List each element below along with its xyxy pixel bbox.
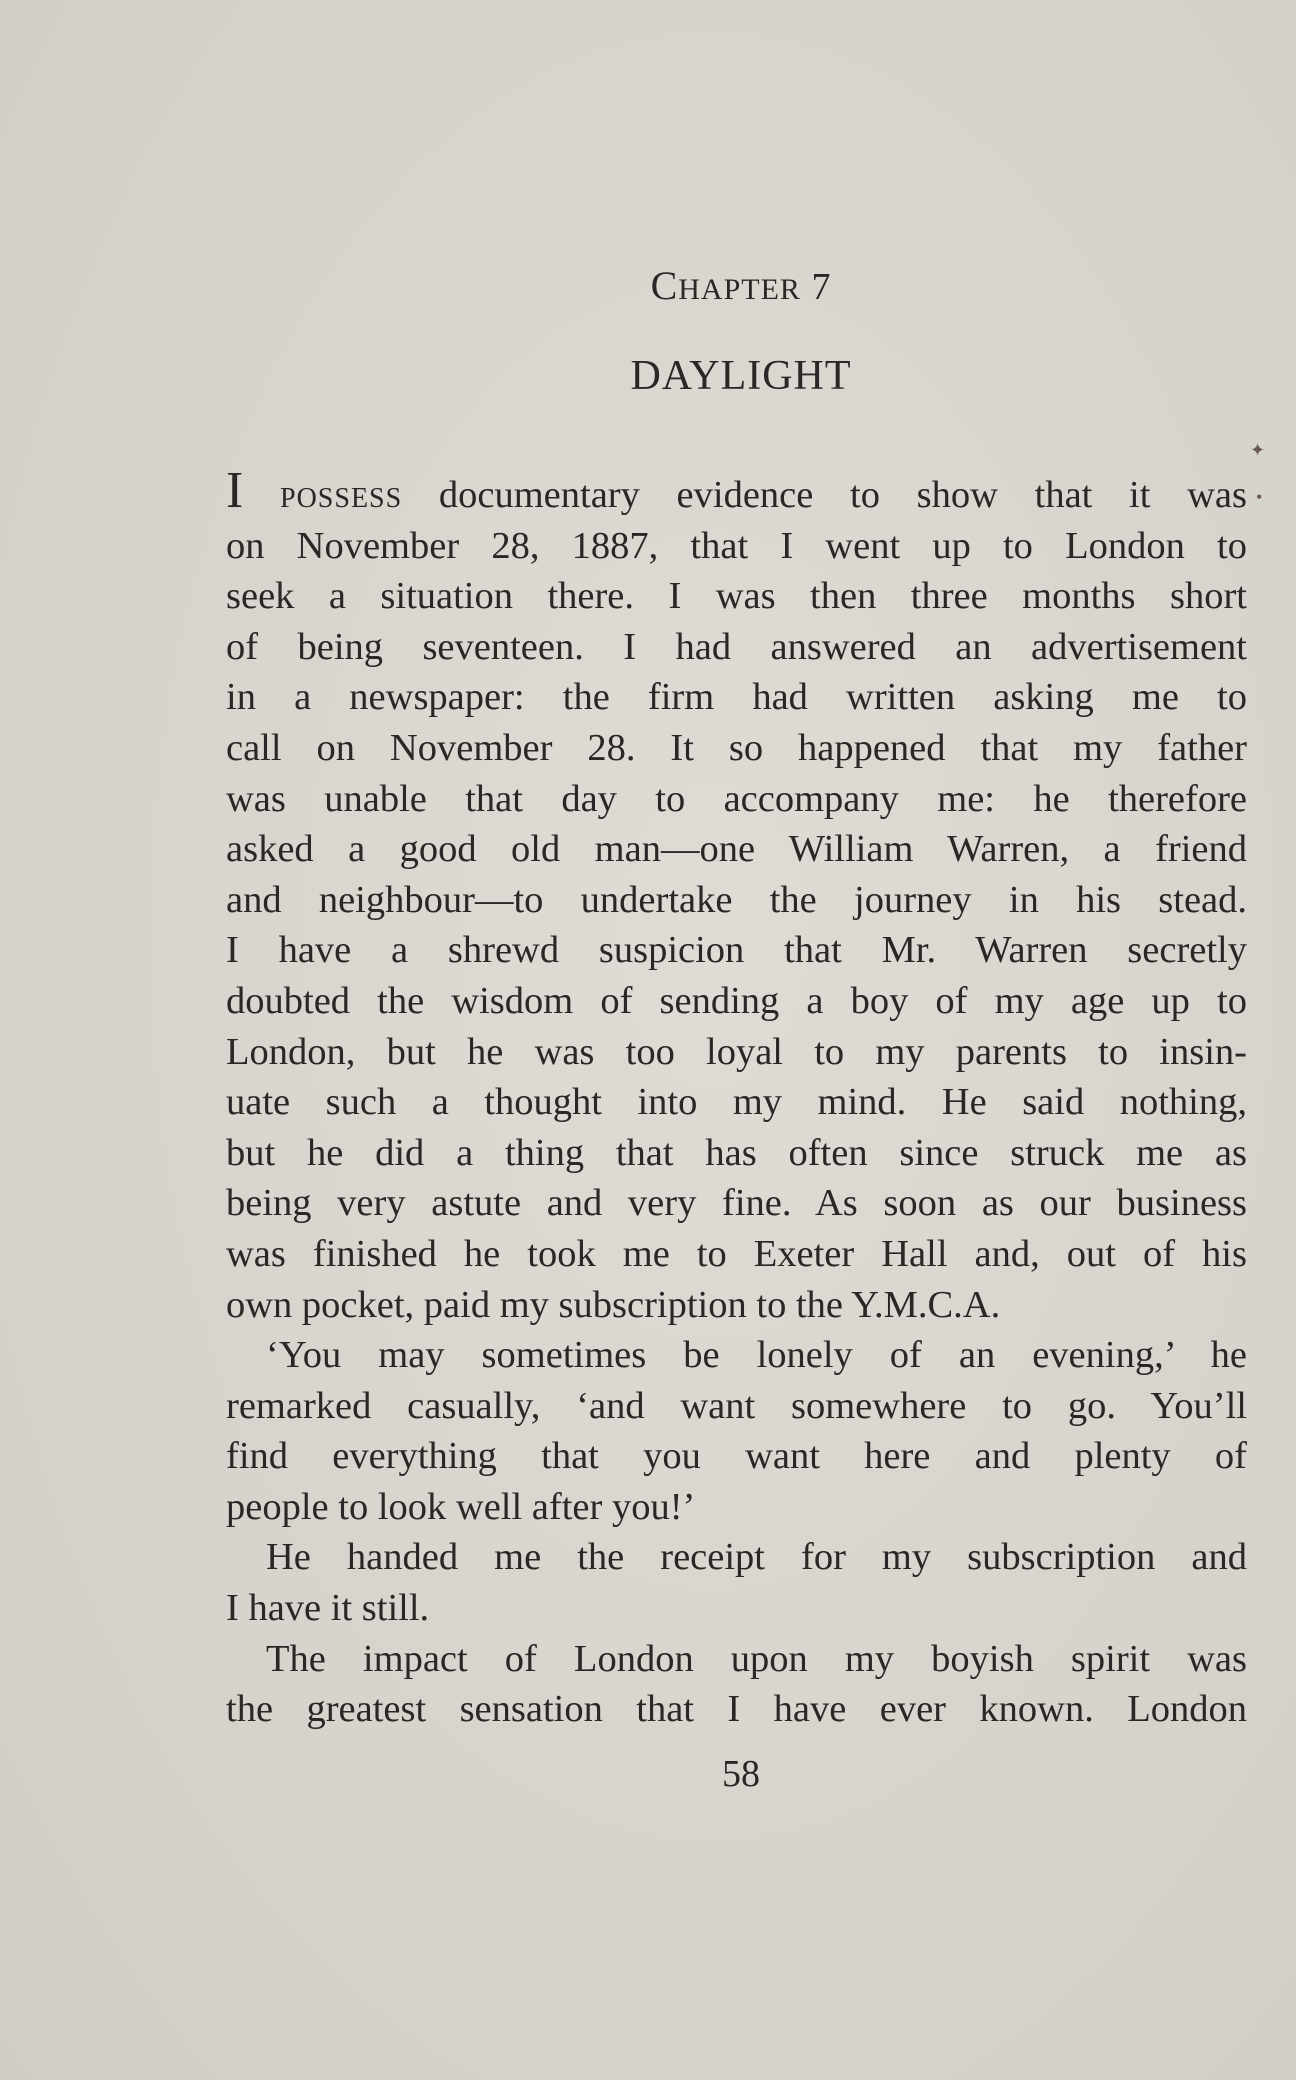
text-line: He handed me the receipt for my subscription and	[266, 1536, 1247, 1579]
text-line: but he did a thing that has often since struck me as	[226, 1131, 1247, 1174]
text-line: find everything that you want here and plenty of	[226, 1435, 1247, 1478]
ink-mark-decoration: ✦	[1250, 440, 1266, 460]
text-line: people to look well after you!’	[226, 1485, 696, 1528]
text-line: asked a good old man—one William Warren, a friend	[226, 828, 1247, 871]
text-line: I POSSESS documentary evidence to show that it was	[226, 462, 1247, 519]
text-line: was finished he took me to Exeter Hall and, out of his	[226, 1232, 1247, 1275]
text-line: uate such a thought into my mind. He said nothing,	[226, 1081, 1247, 1124]
chapter-title: DAYLIGHT	[630, 353, 852, 399]
text-line: doubted the wisdom of sending a boy of my age up to	[226, 979, 1247, 1022]
text-line: I have a shrewd suspicion that Mr. Warren secretly	[226, 929, 1247, 972]
small-caps-word: POSSESS	[280, 483, 403, 514]
text-line: in a newspaper: the firm had written asking me to	[226, 676, 1247, 719]
page-number: 58	[722, 1753, 760, 1795]
chapter-label	[0, 262, 1296, 309]
text-line: seek a situation there. I was then three months short	[226, 575, 1247, 618]
text-line: on November 28, 1887, that I went up to London to	[226, 524, 1247, 567]
text-line: own pocket, paid my subscription to the Y.M.C.A.	[226, 1283, 1001, 1326]
ink-mark-decoration: •	[1256, 487, 1263, 507]
text-line: was unable that day to accompany me: he therefore	[226, 777, 1247, 820]
text-line: the greatest sensation that I have ever known. London	[226, 1688, 1247, 1731]
text-line: call on November 28. It so happened that my father	[226, 726, 1247, 769]
text-line: remarked casually, ‘and want somewhere to go. You’ll	[226, 1384, 1247, 1427]
body-text	[226, 462, 1247, 1735]
text-line: of being seventeen. I had answered an advertisement	[226, 625, 1247, 668]
text-line: and neighbour—to undertake the journey in his stead.	[226, 878, 1247, 921]
text-line: The impact of London upon my boyish spirit was	[266, 1637, 1247, 1680]
text-line: London, but he was too loyal to my parents to insin-	[226, 1030, 1247, 1073]
text-line: I have it still.	[226, 1587, 430, 1630]
text-line: ‘You may sometimes be lonely of an evening,’ he	[266, 1334, 1247, 1377]
chapter-label-initial: C	[650, 263, 679, 308]
chapter-number: 7	[811, 266, 832, 308]
drop-cap: I	[226, 462, 244, 519]
text-line: being very astute and very fine. As soon as our business	[226, 1182, 1247, 1225]
chapter-label-rest: HAPTER	[678, 273, 801, 306]
